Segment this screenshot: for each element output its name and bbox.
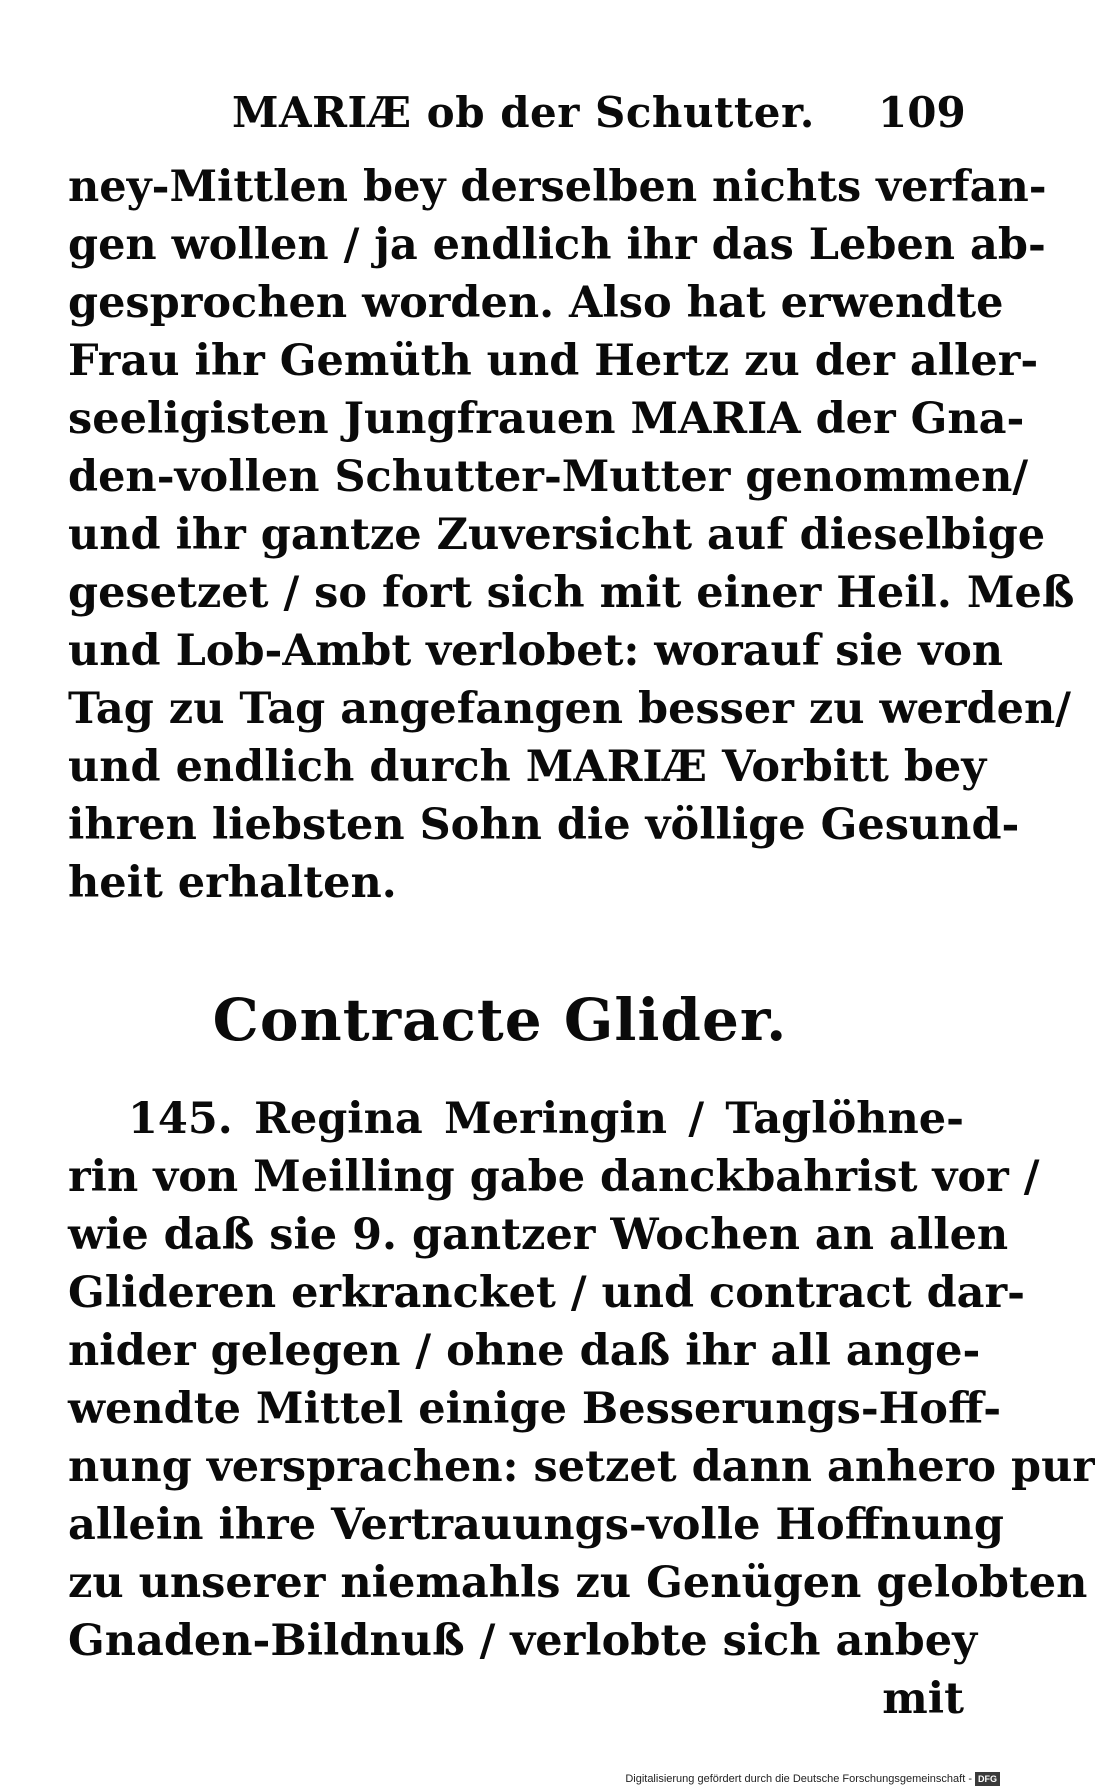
text-line: gen wollen / ja endlich ihr das Leben ab-	[68, 220, 1046, 270]
text-line: und endlich durch MARIÆ Vorbitt bey	[68, 742, 987, 792]
text-line: gesprochen worden. Also hat erwendte	[68, 278, 1004, 328]
text-line: und Lob-Ambt verlobet: worauf sie von	[68, 626, 1004, 676]
paragraph-continued	[68, 158, 1075, 912]
text-line: und ihr gantze Zuversicht auf dieselbige	[68, 510, 1046, 560]
running-title: MARIÆ ob der Schutter.	[232, 88, 815, 137]
footer-text: Digitalisierung gefördert durch die Deutsche Forschungsgemeinschaft -	[625, 1773, 972, 1785]
text-line: nider gelegen / ohne daß ihr all ange-	[68, 1326, 981, 1376]
text-line: Frau ihr Gemüth und Hertz zu der aller-	[68, 336, 1039, 386]
text-line: wie daß sie 9. gantzer Wochen an allen	[68, 1210, 1009, 1260]
text-line: Gnaden-Bildnuß / verlobte sich anbey	[68, 1616, 978, 1666]
text-line: ney-Mittlen bey derselben nichts verfan-	[68, 162, 1047, 212]
dfg-logo-badge: DFG	[975, 1772, 1000, 1786]
text-line: wendte Mittel einige Besserungs-Hoff-	[68, 1384, 1002, 1434]
text-line: Glideren erkrancket / und contract dar-	[68, 1268, 1026, 1318]
text-line: gesetzet / so fort sich mit einer Heil. Meß	[68, 568, 1075, 618]
digitization-footer	[580, 1770, 1000, 1788]
text-line: zu unserer niemahls zu Genügen gelobten	[68, 1558, 1088, 1608]
text-line: den-vollen Schutter-Mutter genommen/	[68, 452, 1029, 502]
text-line: 145. Regina Meringin / Taglöhne-	[128, 1094, 964, 1144]
running-head	[0, 88, 1000, 148]
page-number: 109	[878, 88, 966, 137]
text-line: seeligisten Jungfrauen MARIA der Gna-	[68, 394, 1025, 444]
catchword: mit	[882, 1674, 964, 1724]
paragraph-entry-145	[68, 1090, 1095, 1728]
text-line: heit erhalten.	[68, 858, 397, 908]
text-line: Tag zu Tag angefangen besser zu werden/	[68, 684, 1071, 734]
text-line: ihren liebsten Sohn die völlige Gesund-	[68, 800, 1020, 850]
text-line: rin von Meilling gabe danckbahrist vor /	[68, 1152, 1040, 1202]
text-line: allein ihre Vertrauungs-volle Hoffnung	[68, 1500, 1004, 1550]
text-line: nung versprachen: setzet dann anhero pur	[68, 1442, 1095, 1492]
section-heading: Contracte Glider.	[212, 986, 788, 1054]
